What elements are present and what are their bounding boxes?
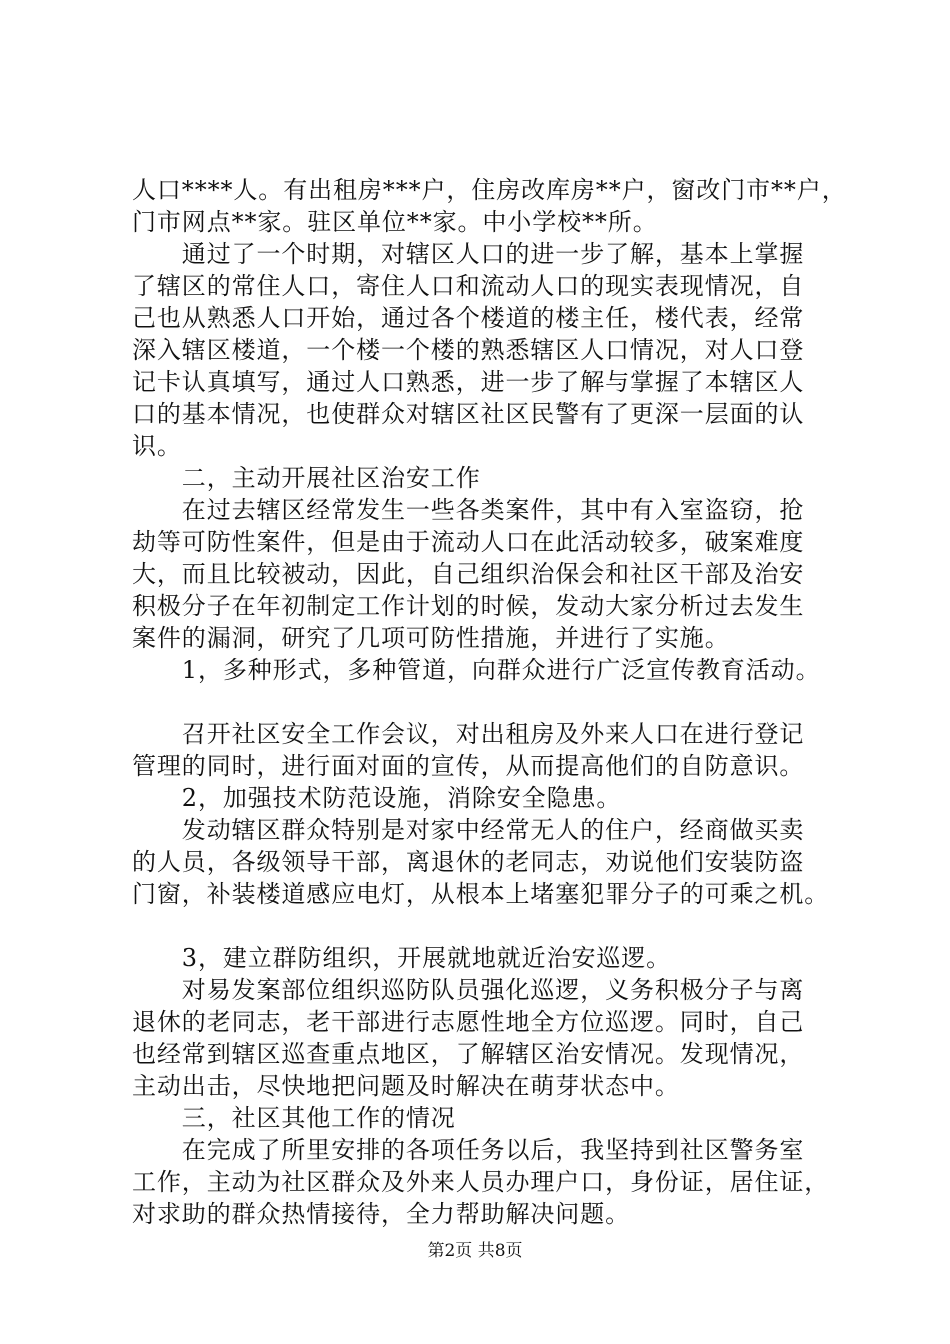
section-heading: 三，社区其他工作的情况 — [132, 1104, 456, 1132]
text-line: 识。 — [132, 432, 182, 460]
document-body — [132, 174, 852, 1230]
text-line: 通过了一个时期，对辖区人口的进一步了解，基本上掌握 — [132, 240, 805, 268]
text-line: 工作，主动为社区群众及外来人员办理户口，身份证，居住证， — [132, 1168, 830, 1196]
text-line: 了辖区的常住人口，寄住人口和流动人口的现实表现情况，自 — [132, 272, 805, 300]
text-line: 主动出击，尽快地把问题及时解决在萌芽状态中。 — [132, 1072, 680, 1100]
text-line: 发动辖区群众特别是对家中经常无人的住户，经商做买卖 — [132, 816, 805, 844]
text-line: 口的基本情况，也使群众对辖区社区民警有了更深一层面的认 — [132, 400, 805, 428]
section-heading: 二，主动开展社区治安工作 — [132, 464, 481, 492]
text-line: 的人员，各级领导干部，离退休的老同志，劝说他们安装防盗 — [132, 848, 805, 876]
text-line: 也经常到辖区巡查重点地区，了解辖区治安情况。发现情况， — [132, 1040, 805, 1068]
text-line: 在完成了所里安排的各项任务以后，我坚持到社区警务室 — [132, 1136, 805, 1164]
text-line: 退休的老同志，老干部进行志愿性地全方位巡逻。同时，自己 — [132, 1008, 805, 1036]
text-line: 己也从熟悉人口开始，通过各个楼道的楼主任，楼代表，经常 — [132, 304, 805, 332]
list-item-heading: 1，多种形式，多种管道，向群众进行广泛宣传教育活动。 — [132, 656, 821, 684]
blank-line — [132, 686, 852, 718]
text-line: 管理的同时，进行面对面的宣传，从而提高他们的自防意识。 — [132, 752, 805, 780]
text-line: 案件的漏洞，研究了几项可防性措施，并进行了实施。 — [132, 624, 730, 652]
text-line: 对易发案部位组织巡防队员强化巡逻，义务积极分子与离 — [132, 976, 805, 1004]
text-line: 在过去辖区经常发生一些各类案件，其中有入室盗窃，抢 — [132, 496, 805, 524]
text-line: 门窗，补装楼道感应电灯，从根本上堵塞犯罪分子的可乘之机。 — [132, 880, 830, 908]
text-line: 深入辖区楼道，一个楼一个楼的熟悉辖区人口情况，对人口登 — [132, 336, 805, 364]
text-line: 门市网点**家。驻区单位**家。中小学校**所。 — [132, 208, 658, 236]
list-item-heading: 3，建立群防组织，开展就地就近治安巡逻。 — [132, 944, 672, 972]
text-line: 大，而且比较被动，因此，自己组织治保会和社区干部及治安 — [132, 560, 805, 588]
text-line: 人口****人。有出租房***户，住房改库房**户，窗改门市**户， — [132, 176, 847, 204]
text-line: 记卡认真填写，通过人口熟悉，进一步了解与掌握了本辖区人 — [132, 368, 805, 396]
blank-line — [132, 910, 852, 942]
text-line: 劫等可防性案件，但是由于流动人口在此活动较多，破案难度 — [132, 528, 805, 556]
text-line: 召开社区安全工作会议，对出租房及外来人口在进行登记 — [132, 720, 805, 748]
page-number-footer: 第2页 共8页 — [427, 1241, 523, 1261]
list-item-heading: 2，加强技术防范设施，消除安全隐患。 — [132, 784, 622, 812]
text-line: 对求助的群众热情接待，全力帮助解决问题。 — [132, 1200, 630, 1228]
text-line: 积极分子在年初制定工作计划的时候，发动大家分析过去发生 — [132, 592, 805, 620]
